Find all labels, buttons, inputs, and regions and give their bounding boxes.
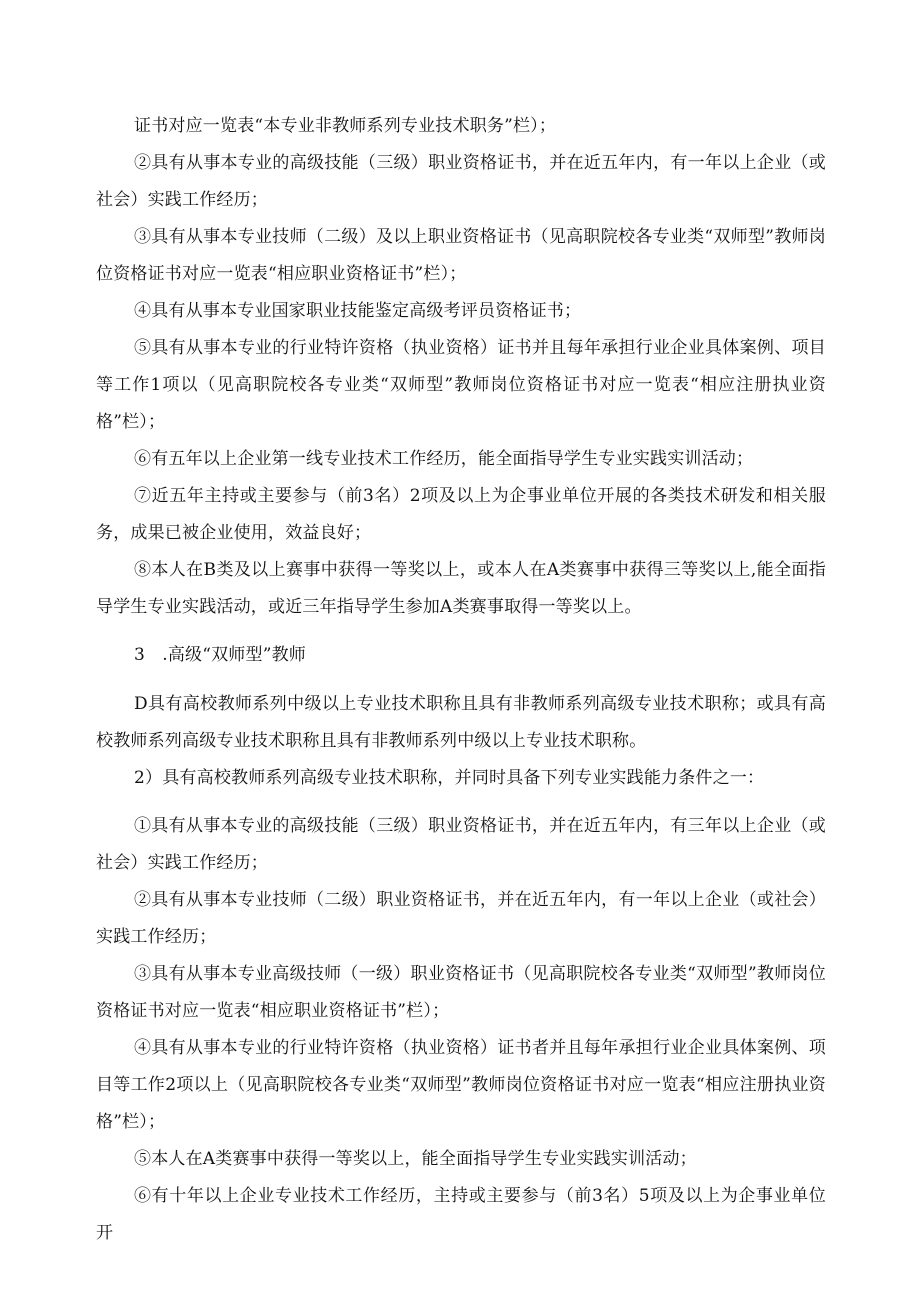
paragraph-sub-1: ①具有从事本专业的高级技能（三级）职业资格证书，并在近五年内，有三年以上企业（或社会）实践工作经历； (96, 816, 826, 873)
document-body (96, 108, 826, 1252)
paragraph-item-3: ③具有从事本专业技师（二级）及以上职业资格证书（见高职院校各专业类“双师型”教师岗位资格证书对应一览表“相应职业资格证书”栏）； (96, 227, 826, 284)
paragraph-item-5: ⑤具有从事本专业的行业特许资格（执业资格）证书并且每年承担行业企业具体案例、项目等工作1项以（见高职院校各专业类“双师型”教师岗位资格证书对应一览表“相应注册执业资格”栏）； (96, 338, 826, 432)
paragraph-item-2: ②具有从事本专业的高级技能（三级）职业资格证书，并在近五年内，有一年以上企业（或社会）实践工作经历； (96, 153, 826, 210)
paragraph-sub-2: ②具有从事本专业技师（二级）职业资格证书，并在近五年内，有一年以上企业（或社会）实践工作经历； (96, 890, 826, 947)
paragraph-item-4: ④具有从事本专业国家职业技能鉴定高级考评员资格证书； (134, 301, 582, 321)
paragraph-sub-5: ⑤本人在A类赛事中获得一等奖以上，能全面指导学生专业实践实训活动； (134, 1149, 697, 1169)
paragraph-condition-2: 2）具有高校教师系列高级专业技术职称，并同时具备下列专业实践能力条件之一： (134, 768, 765, 788)
paragraph-item-8: ⑧本人在B类及以上赛事中获得一等奖以上，或本人在A类赛事中获得三等奖以上,能全面指导学生专业实践活动，或近三年指导学生参加A类赛事取得一等奖以上。 (96, 560, 826, 617)
section-heading: 3 .高级“双师型”教师 (134, 645, 307, 665)
paragraph-continuation: 证书对应一览表“本专业非教师系列专业技术职务”栏）； (134, 116, 557, 136)
paragraph-sub-6: ⑥有十年以上企业专业技术工作经历，主持或主要参与（前3名）5项及以上为企事业单位开 (96, 1186, 826, 1243)
paragraph-sub-3: ③具有从事本专业高级技师（一级）职业资格证书（见高职院校各专业类“双师型”教师岗位资格证书对应一览表“相应职业资格证书”栏）； (96, 964, 826, 1021)
paragraph-item-7: ⑦近五年主持或主要参与（前3名）2项及以上为企事业单位开展的各类技术研发和相关服务，成果已被企业使用，效益良好； (96, 486, 826, 543)
paragraph-sub-4: ④具有从事本专业的行业特许资格（执业资格）证书者并且每年承担行业企业具体案例、项目等工作2项以上（见高职院校各专业类“双师型”教师岗位资格证书对应一览表“相应注册执业资格”栏）； (96, 1038, 826, 1132)
paragraph-condition-1: D具有高校教师系列中级以上专业技术职称且具有非教师系列高级专业技术职称；或具有高校教师系列高级专业技术职称且具有非教师系列中级以上专业技术职称。 (96, 694, 826, 751)
paragraph-item-6: ⑥有五年以上企业第一线专业技术工作经历，能全面指导学生专业实践实训活动； (134, 449, 754, 469)
